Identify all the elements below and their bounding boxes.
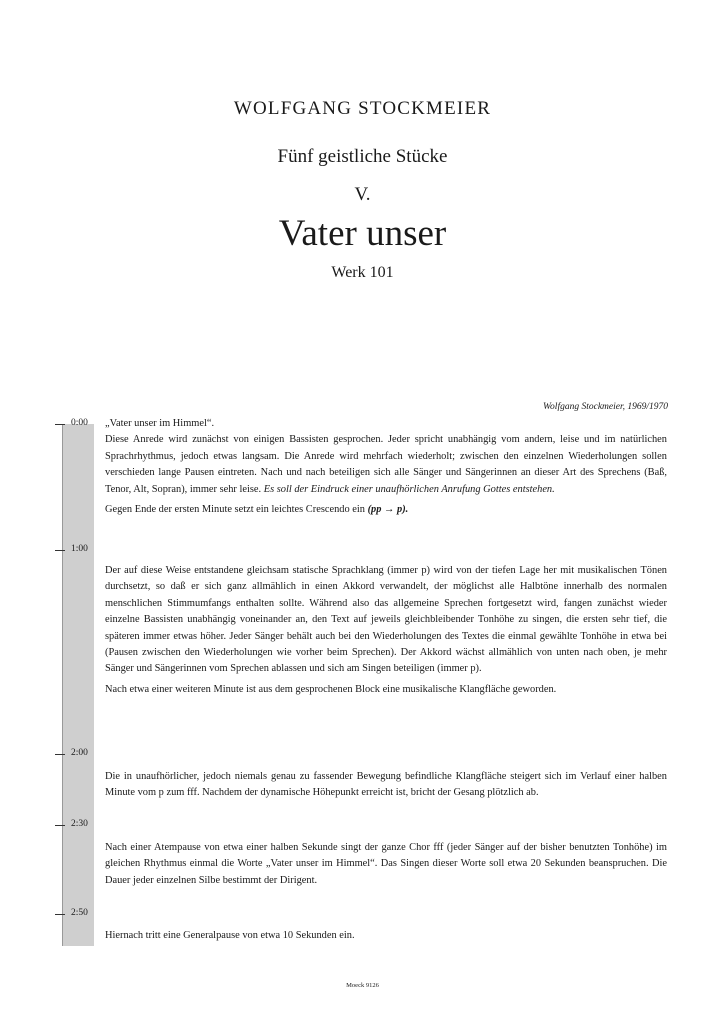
timeline-label: 2:00: [71, 748, 88, 758]
quote-line: „Vater unser im Himmel“.: [105, 418, 215, 429]
section-2-00: [105, 769, 667, 802]
timeline-label: 2:50: [71, 908, 88, 918]
section-1-00: [105, 563, 667, 698]
paragraph: Der auf diese Weise entstandene gleichsam statische Sprachklang (immer p) wird von der tiefen Lage her mit musikalischen Tönen durchsetzt, so daß er sich ganz allmählich in einen Akkord verwandelt, der möglichst alle Halbtöne innerhalb des normalen menschlichen Stimmumfangs enthalten sollte. Während also das allgemeine Sprechen fortgesetzt wird, fangen zunächst wieder einzelne Bassisten unabhängig voneinander an, den Text auf jeweils gleichbleibender Tonhöhe zu singen, die ersten sehr tief, die späteren immer etwas höher. Jeder Sänger behält auch bei den Wiederholungen des Textes die einmal gewählte Tonhöhe in etwa bei (Pausen zwischen den Wiederholungen wie vorher beim Sprechen). Der Akkord wächst allmählich von unten nach oben, je mehr Sänger und Sängerinnen vom Sprechen ablassen und sich am Singen beteiligen (immer p).: [105, 565, 667, 675]
paragraph: Die in unaufhörlicher, jedoch niemals genau zu fassender Bewegung befindliche Klangfläche steigert sich im Verlauf einer halben Minute vom p zum fff. Nachdem der dynamische Höhepunkt erreicht ist, bricht der Gesang plötzlich ab.: [105, 771, 667, 799]
timeline-label: 1:00: [71, 544, 88, 554]
italic-note: Es soll der Eindruck einer unaufhörlichen Anrufung Gottes entstehen.: [263, 483, 555, 495]
timeline-bar: [62, 418, 94, 946]
section-2-50: [105, 928, 667, 944]
paragraph: Hiernach tritt eine Generalpause von etwa 10 Sekunden ein.: [105, 930, 355, 941]
paragraph: Nach einer Atempause von etwa einer halben Sekunde singt der ganze Chor fff (jeder Sänger auf der bisher benutzten Tonhöhe) im gleichen Rhythmus einmal die Worte „Vater unser im Himmel“. Das Singen dieser Worte soll etwa 20 Sekunden beanspruchen. Die Dauer jeder einzelnen Silbe bestimmt der Dirigent.: [105, 842, 667, 886]
piece-title: Vater unser: [278, 213, 447, 254]
composer-name: WOLFGANG STOCKMEIER: [233, 98, 492, 119]
opus-number: Werk 101: [331, 264, 394, 281]
dynamic-marking: (pp → p).: [367, 504, 409, 516]
paragraph: [105, 432, 667, 498]
timeline-label: 0:00: [71, 418, 88, 428]
paragraph: [105, 502, 667, 518]
section-2-30: [105, 840, 667, 889]
section-0-00: [105, 416, 667, 518]
paragraph-text: Diese Anrede wird zunächst von einigen Bassisten gesprochen. Jeder spricht unabhängig vom andern, leise und im natürlichen Sprachrhythmus, jedoch etwas langsam. Die Anrede wird mehrfach wiederholt; zwischen den einzelnen Wiederholungen sollen verschieden lange Pausen eintreten. Nach und nach beteiligen sich alle Sänger und Sängerinnen an dieser Art des Sprechens (Baß, Tenor, Alt, Sopran), immer sehr leise.: [105, 434, 667, 495]
piece-number: V.: [354, 184, 371, 205]
timeline-label: 2:30: [71, 819, 88, 829]
page-footer: Moeck 9126: [346, 982, 379, 989]
paragraph: Nach etwa einer weiteren Minute ist aus dem gesprochenen Block eine musikalische Klangfläche geworden.: [105, 683, 557, 695]
paragraph-text: Gegen Ende der ersten Minute setzt ein leichtes Crescendo ein: [105, 504, 365, 516]
credit-line: Wolfgang Stockmeier, 1969/1970: [543, 402, 668, 412]
cycle-title: Fünf geistliche Stücke: [277, 146, 448, 167]
